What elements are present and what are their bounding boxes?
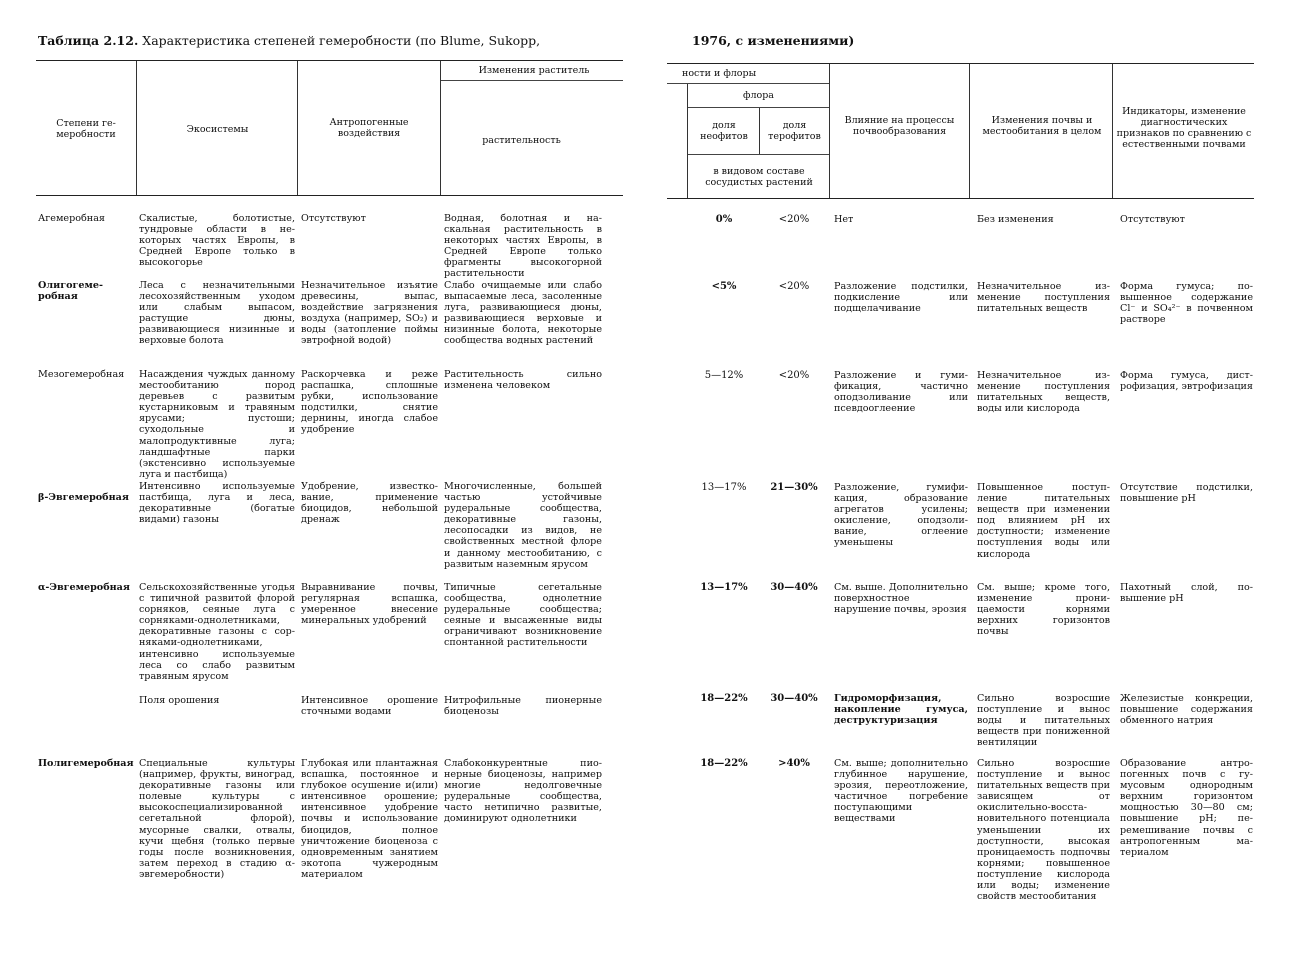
row-therophytes: 21—30% bbox=[770, 482, 818, 493]
row-soil-changes: Без изменения bbox=[977, 214, 1054, 225]
row-ecosystems: Поля орошения bbox=[139, 695, 220, 706]
row-vegetation: Нитрофильные пионерные биоценозы bbox=[444, 695, 602, 718]
row-neophytes: 13—17% bbox=[701, 482, 747, 493]
rule bbox=[36, 60, 623, 61]
row-neophytes: 13—17% bbox=[700, 582, 748, 593]
row-degree: Агемеробная bbox=[38, 213, 105, 224]
table-title-text-continued: 1976, с изменениями) bbox=[692, 33, 855, 48]
row-indicators: Железистые конкреции, повышение содержания обменного натрия bbox=[1120, 693, 1253, 727]
row-therophytes: 30—40% bbox=[770, 582, 818, 593]
row-neophytes: <5% bbox=[711, 281, 737, 292]
column-divider bbox=[297, 61, 298, 195]
table-label: Таблица 2.12. bbox=[38, 33, 139, 48]
row-anthropogenic: Глубокая или плантажная вспашка, постоянное и глубокое осушение и(или) интенсивное орошение; интенсивное удобрение почвы и использование биоцидов, полное уничтожение биоценоза с одновременным занятием экотопа чужеродным материалом bbox=[301, 758, 438, 880]
row-soil-influence: Разложение и гумификация, частично оподзоливание или псевдооглеение bbox=[834, 370, 968, 415]
row-soil-changes: Сильно возросшие поступление и вынос питательных веществ при зависящем от окислительно-восстановительного потенциала уменьшении их доступности, высокая проницаемость подпочвы корнями; повышенное поступление кислорода или воды; изменение свойств местообитания bbox=[977, 758, 1110, 903]
rule bbox=[36, 195, 623, 196]
row-degree: Олигогемеробная bbox=[38, 280, 103, 303]
row-ecosystems: Леса с незначительными лесохозяйственным уходом или слабым выпасом, растущие дюны, развивающиеся низинные и верховые болота bbox=[139, 280, 295, 347]
header-vascular: в видовом составе сосудистых растений bbox=[705, 166, 813, 188]
row-anthropogenic: Раскорчевка и реже распашка, сплошные рубки, использование подстилки, снятие дернины, иногда слабое удобрение bbox=[301, 369, 438, 436]
header-neophytes: доля неофитов bbox=[700, 120, 748, 142]
row-ecosystems: Интенсивно используемые пастбища, луга и леса, декоративные (богатые видами) газоны bbox=[139, 481, 295, 526]
row-vegetation: Типичные сегетальные сообщества, однолетние рудеральные сообщества; сеяные и высаженные виды ограничивают возникновение спонтанной растительности bbox=[444, 582, 602, 649]
row-vegetation: Многочисленные, большей частью устойчивые рудеральные сообщества, декоративные газоны, лесопосадки из видов, не свойственных местной флоре и данному местообитанию, с развитым наземным ярусом bbox=[444, 481, 602, 570]
row-indicators: Форма гумуса, дистрофизация, эвтрофизация bbox=[1120, 370, 1253, 393]
column-divider bbox=[759, 108, 760, 154]
header-therophytes: доля терофитов bbox=[768, 120, 821, 142]
row-soil-influence: Гидроморфизация, накопление гумуса, деструктуризация bbox=[834, 693, 968, 727]
row-soil-changes: Незначительное изменение поступления питательных веществ bbox=[977, 281, 1110, 315]
row-therophytes: 30—40% bbox=[770, 693, 818, 704]
header-anthropogenic: Антропогенные воздействия bbox=[329, 117, 409, 139]
row-ecosystems: Насаждения чуждых данному местообитанию пород деревьев с развитым кустарниковым и травяным ярусами; пустоши; суходольные и малопродуктивные луга; ландшафтные парки (экстенсивно используемые луга и пастбища) bbox=[139, 369, 295, 480]
row-soil-influence: См. выше. Дополнительно поверхностное нарушение почвы, эрозия bbox=[834, 582, 968, 616]
row-soil-influence: См. выше; дополнительно глубинное нарушение, эрозия, переотложение, частичное погребение поступающими веществами bbox=[834, 758, 968, 825]
row-degree: Полигемеробная bbox=[38, 758, 134, 769]
table-title-text: Характеристика степеней гемеробности (по Blume, Sukopp, bbox=[142, 33, 541, 48]
rule bbox=[667, 63, 1254, 64]
row-anthropogenic: Удобрение, известкование, применение биоцидов, небольшой дренаж bbox=[301, 481, 438, 526]
row-degree: α-Эвгемеробная bbox=[38, 582, 130, 593]
row-vegetation: Слабо очищаемые или слабо выпасаемые леса, засоленные луга, развивающиеся дюны, развивающиеся верховые и низинные болота, некоторые сообщества водных растений bbox=[444, 280, 602, 347]
header-soil-changes: Изменения почвы и местообитания в целом bbox=[982, 115, 1102, 137]
row-therophytes: >40% bbox=[778, 758, 810, 769]
row-vegetation: Слабоконкурентные пионерные биоценозы, например многие недолговечные рудеральные сообщества, часто нетипично развитые, доминируют однолетники bbox=[444, 758, 602, 825]
row-degree: β-Эвгемеробная bbox=[38, 492, 129, 503]
column-divider bbox=[829, 64, 830, 198]
column-divider bbox=[969, 64, 970, 198]
row-soil-changes: Повышенное поступление питательных веществ при изменении под влиянием pH их доступности; изменение поступления воды или кислорода bbox=[977, 482, 1110, 560]
rule bbox=[687, 154, 830, 155]
header-vegetation: растительность bbox=[482, 135, 561, 146]
right-page bbox=[660, 0, 1311, 964]
row-therophytes: <20% bbox=[778, 214, 810, 225]
row-indicators: Пахотный слой, повышение pH bbox=[1120, 582, 1253, 605]
row-neophytes: 0% bbox=[715, 214, 733, 225]
row-neophytes: 18—22% bbox=[700, 693, 748, 704]
row-ecosystems: Сельскохозяйственные угодья с типичной развитой флорой сорняков, сеяные луга с сорняками-однолетниками, декоративные газоны с сорняками-однолетниками, интенсивно используемые леса со слабо развитым травяным ярусом bbox=[139, 582, 295, 682]
rule bbox=[667, 198, 1254, 199]
row-soil-influence: Разложение подстилки, подкисление или подщелачивание bbox=[834, 281, 968, 315]
row-indicators: Отсутствуют bbox=[1120, 214, 1185, 225]
row-anthropogenic: Выравнивание почвы, регулярная вспашка, умеренное внесение минеральных удобрений bbox=[301, 582, 438, 627]
header-degree: Степени гемеробности bbox=[56, 118, 116, 140]
column-divider bbox=[440, 61, 441, 195]
row-therophytes: <20% bbox=[778, 370, 810, 381]
header-veg-changes: Изменения раститель bbox=[478, 65, 590, 76]
row-anthropogenic: Незначительное изъятие древесины, выпас, воздействие загрязнения воздуха (например, SO₂) и воды (затопление поймы эвтрофной водой) bbox=[301, 280, 438, 347]
rule bbox=[667, 83, 830, 84]
table-title-continued bbox=[692, 33, 854, 48]
column-divider bbox=[136, 61, 137, 195]
row-ecosystems: Специальные культуры (например, фрукты, виноград, декоративные газоны или полевые культуры с высокоспециализированной сегетальной флорой), мусорные свалки, отвалы, кучи щебня (только первые годы после возникновения, затем переход в стадию α-эвгемеробности) bbox=[139, 758, 295, 880]
row-anthropogenic: Отсутствуют bbox=[301, 213, 366, 224]
rule bbox=[441, 80, 623, 81]
row-degree: Мезогемеробная bbox=[38, 369, 125, 380]
column-divider bbox=[687, 84, 688, 198]
row-soil-influence: Разложение, гумификация, образование агрегатов усилены; окисление, оподзоливание, оглеение уменьшены bbox=[834, 482, 968, 549]
row-soil-influence: Нет bbox=[834, 214, 854, 225]
row-therophytes: <20% bbox=[778, 281, 810, 292]
row-soil-changes: Незначительное изменение поступления питательных веществ, воды или кислорода bbox=[977, 370, 1110, 415]
row-ecosystems: Скалистые, болотистые, тундровые области в некоторых частях Европы, в Средней Европе только в высокогорье bbox=[139, 213, 295, 269]
row-neophytes: 5—12% bbox=[704, 370, 744, 381]
header-veg-changes-cont: ности и флоры bbox=[682, 68, 757, 79]
row-indicators: Форма гумуса; повышенное содержание Cl⁻ и SO₄²⁻ в почвенном растворе bbox=[1120, 281, 1253, 326]
row-vegetation: Растительность сильно изменена человеком bbox=[444, 369, 602, 392]
header-soil-influence: Влияние на процессы почвообразования bbox=[844, 115, 955, 137]
header-indicators: Индикаторы, изменение диагностических признаков по сравнению с естественными почвами bbox=[1116, 106, 1252, 150]
row-indicators: Отсутствие подстилки, повышение pH bbox=[1120, 482, 1253, 505]
header-ecosystems: Экосистемы bbox=[186, 124, 249, 135]
row-indicators: Образование антропогенных почв с гумусовым однородным верхним горизонтом мощностью 30—80 см; повышение pH; перемешивание почвы с антропогенным материалом bbox=[1120, 758, 1253, 858]
header-flora: флора bbox=[743, 90, 774, 101]
row-neophytes: 18—22% bbox=[700, 758, 748, 769]
row-soil-changes: Сильно возросшие поступление и вынос воды и питательных веществ при пониженной вентиляции bbox=[977, 693, 1110, 749]
table-title bbox=[38, 33, 540, 48]
column-divider bbox=[1112, 64, 1113, 198]
row-vegetation: Водная, болотная и наскальная растительность в некоторых частях Европы, в Средней Европе только фрагменты высокогорной растительности bbox=[444, 213, 602, 280]
row-soil-changes: См. выше; кроме того, изменение проницаемости корнями верхних горизонтов почвы bbox=[977, 582, 1110, 638]
left-page bbox=[0, 0, 640, 964]
row-anthropogenic: Интенсивное орошение сточными водами bbox=[301, 695, 438, 718]
